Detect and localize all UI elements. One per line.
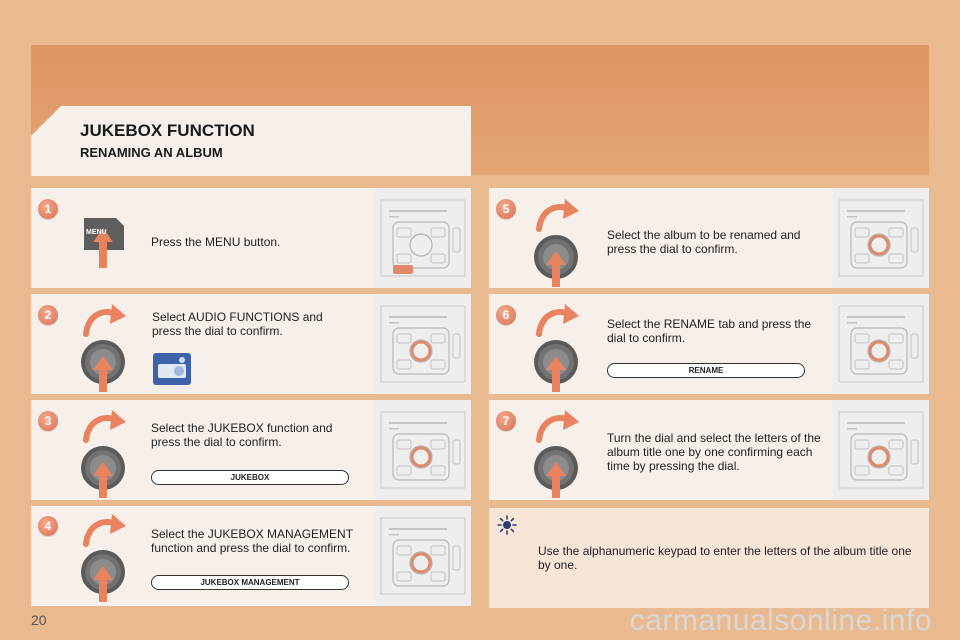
page-subtitle: RENAMING AN ALBUM — [80, 145, 223, 160]
radio-unit-image — [375, 294, 471, 394]
radio-unit-image — [833, 294, 929, 394]
step-4-text: Select the JUKEBOX MANAGEMENT function and press the dial to confirm. — [151, 527, 353, 555]
step-badge: 5 — [496, 199, 516, 219]
page-title: JUKEBOX FUNCTION — [80, 121, 255, 140]
radio-unit-image — [833, 188, 929, 288]
jukebox-option[interactable]: JUKEBOX — [151, 470, 349, 485]
step-2-text: Select AUDIO FUNCTIONS and press the dial to confirm. — [152, 310, 323, 338]
step-6-text: Select the RENAME tab and press the dial to confirm. — [607, 317, 812, 345]
radio-unit-image — [375, 188, 471, 288]
page-number: 20 — [31, 612, 47, 628]
rename-option[interactable]: RENAME — [607, 363, 805, 378]
dial-icon — [529, 302, 585, 394]
dial-icon — [76, 302, 132, 394]
menu-key-label: MENU — [86, 229, 107, 236]
step-badge: 7 — [496, 411, 516, 431]
jukebox-management-option[interactable]: JUKEBOX MANAGEMENT — [151, 575, 349, 590]
sun-icon — [497, 515, 517, 535]
dial-icon — [76, 408, 132, 500]
watermark: carmanualsonline.info — [629, 604, 932, 637]
step-7-text: Turn the dial and select the letters of the album title one by one confirming each time by pressing the dial. — [607, 431, 821, 473]
step-badge: 4 — [38, 516, 58, 536]
step-3-text: Select the JUKEBOX function and press the dial to confirm. — [151, 421, 333, 449]
dial-icon — [529, 197, 585, 289]
step-badge: 1 — [38, 199, 58, 219]
audio-functions-icon — [152, 352, 192, 386]
radio-unit-image — [375, 400, 471, 500]
step-5-text: Select the album to be renamed and press the dial to confirm. — [607, 228, 801, 256]
tip-text: Use the alphanumeric keypad to enter the letters of the album title one by one. — [538, 544, 912, 572]
title-panel — [31, 106, 471, 176]
step-badge: 2 — [38, 305, 58, 325]
step-1-text: Press the MENU button. — [151, 235, 281, 249]
step-badge: 3 — [38, 411, 58, 431]
radio-unit-image — [375, 506, 471, 606]
menu-button-icon — [82, 214, 126, 270]
radio-unit-image — [833, 400, 929, 500]
dial-icon — [529, 408, 585, 500]
step-badge: 6 — [496, 305, 516, 325]
dial-icon — [76, 512, 132, 604]
